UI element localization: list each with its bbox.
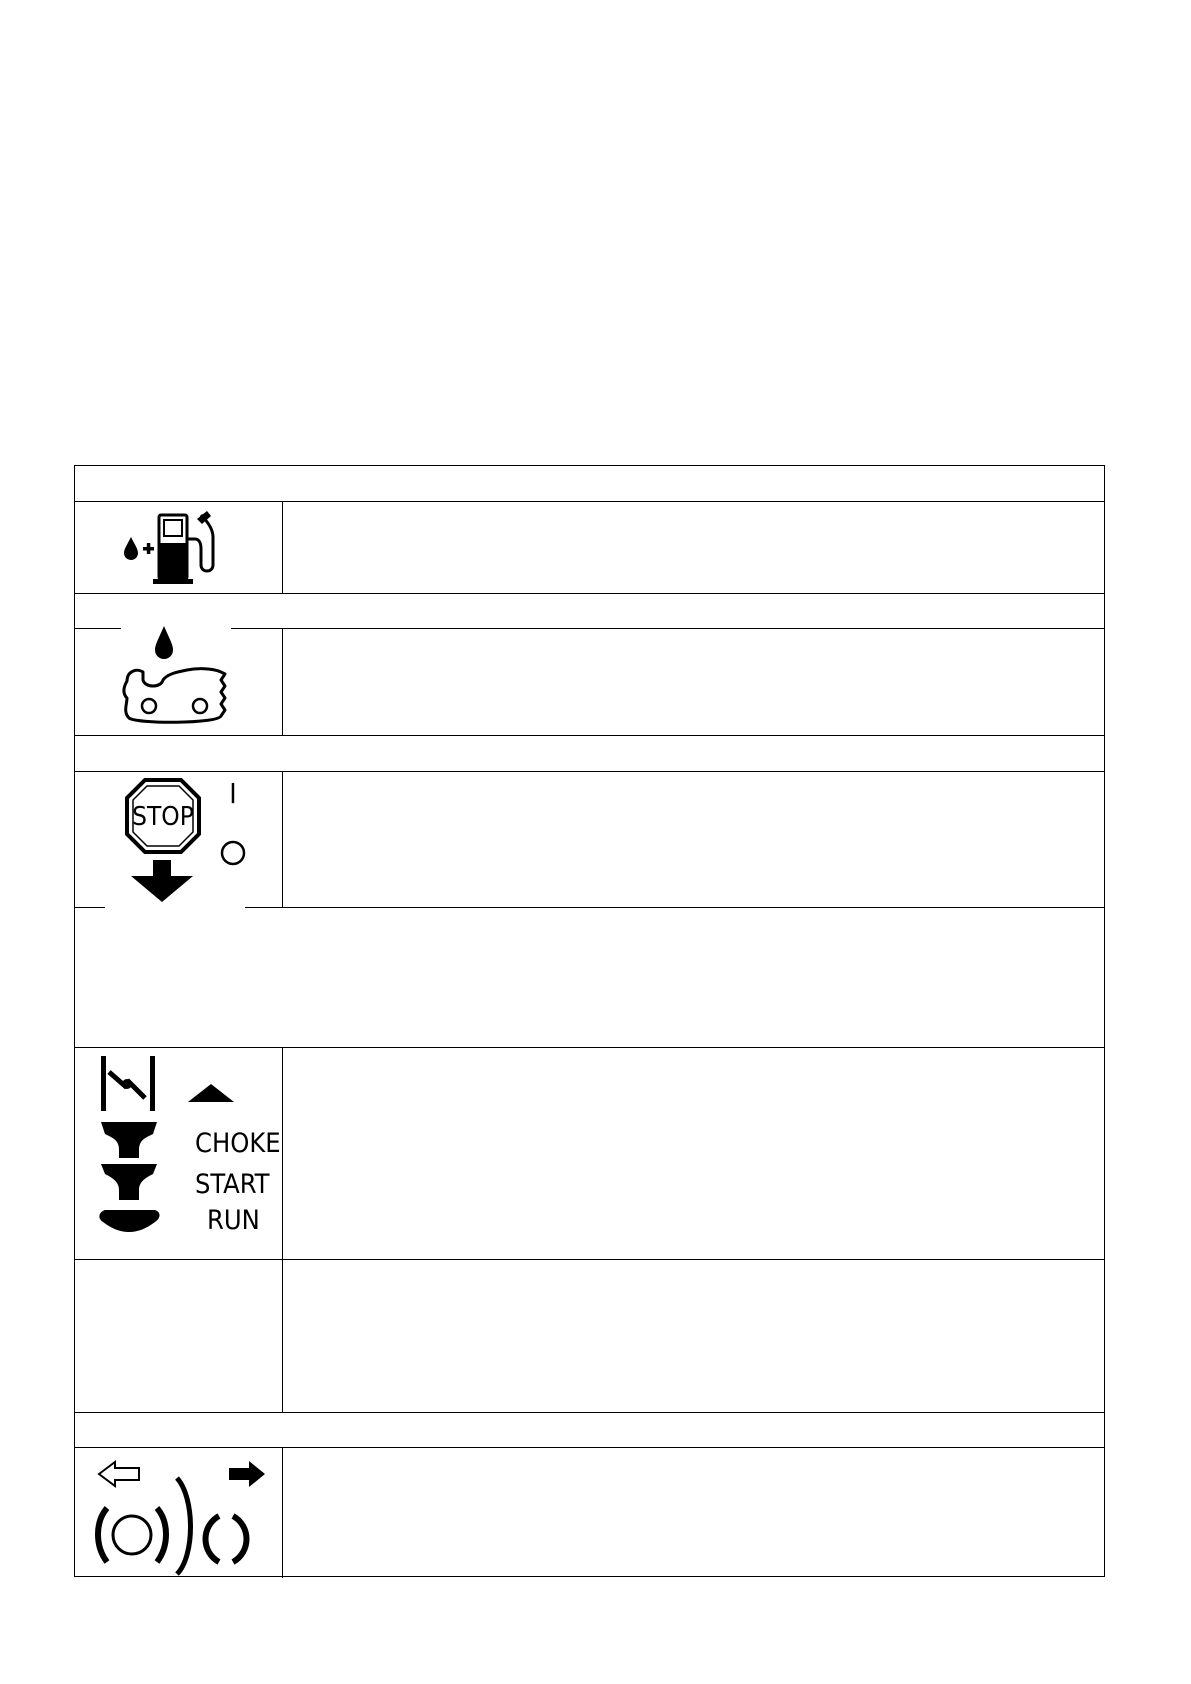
run-label: RUN [207,1205,260,1236]
on-mark: I [229,777,237,810]
row-divider [75,593,1104,594]
column-divider [282,1047,283,1412]
symbols-table [74,465,1105,1577]
stop-label: STOP [132,802,194,832]
column-divider [282,628,283,735]
row-divider [75,1412,1104,1413]
choke-start-run-icon [95,1050,281,1260]
row-divider [75,771,1104,772]
row-divider [75,1447,1104,1448]
start-label: START [195,1169,270,1200]
fuel-mix-icon [115,507,235,587]
column-divider [282,501,283,593]
row-description [85,781,1085,901]
chain-oil-icon [117,626,237,736]
chain-brake-icon [85,1452,275,1574]
row-description [290,1266,1090,1406]
row-divider [75,1047,1104,1048]
choke-label: CHOKE [195,1128,281,1159]
column-divider [282,1447,283,1578]
row-divider [75,501,1104,502]
